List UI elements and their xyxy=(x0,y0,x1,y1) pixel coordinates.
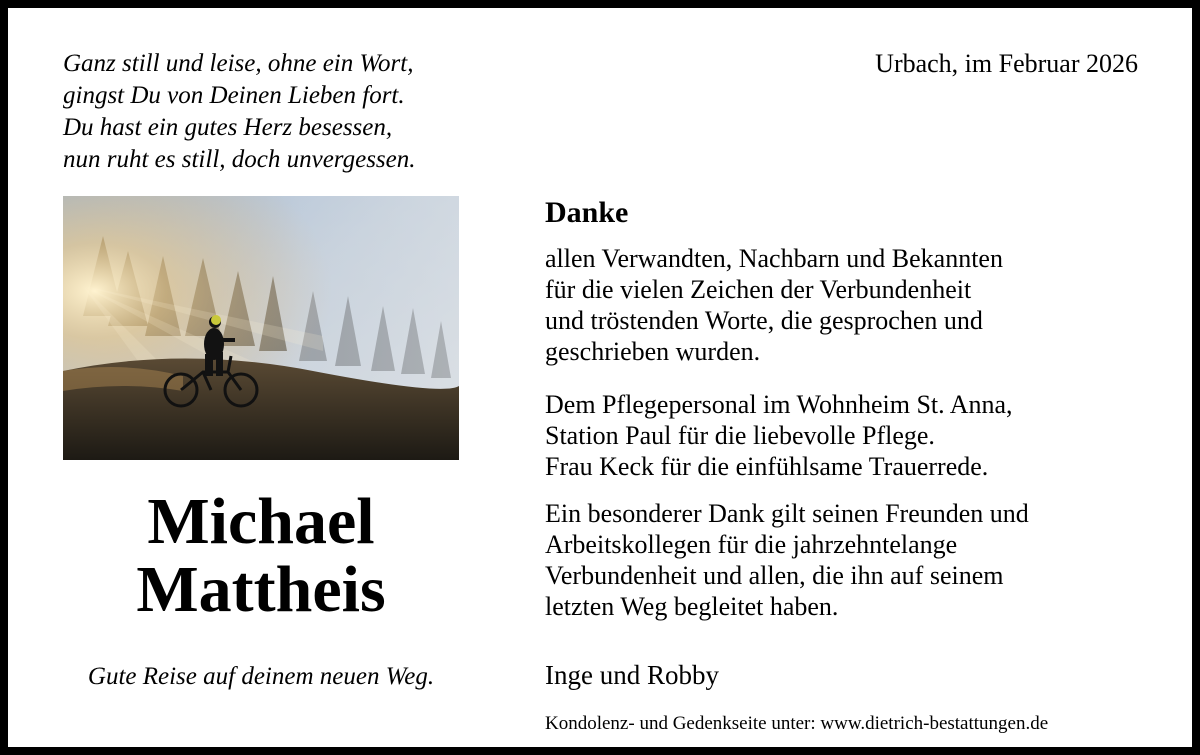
paragraph-line: Station Paul für die liebevolle Pflege. xyxy=(545,421,935,450)
thanks-paragraph-care xyxy=(545,389,1145,482)
poem-line: Ganz still und leise, ohne ein Wort, xyxy=(63,50,414,77)
paragraph-line: Verbundenheit und allen, die ihn auf seinem xyxy=(545,561,1004,590)
paragraph-line: Arbeitskollegen für die jahrzehntelange xyxy=(545,530,958,559)
paragraph-line: allen Verwandten, Nachbarn und Bekannten xyxy=(545,244,1003,273)
paragraph-line: Frau Keck für die einfühlsame Trauerrede. xyxy=(545,452,989,481)
thanks-title: Danke xyxy=(545,196,629,229)
deceased-name xyxy=(63,485,459,626)
paragraph-line: Dem Pflegepersonal im Wohnheim St. Anna, xyxy=(545,390,1013,419)
place-date: Urbach, im Februar 2026 xyxy=(875,49,1138,78)
condolence-footer: Kondolenz- und Gedenkseite unter: www.dietrich-bestattungen.de xyxy=(545,713,1049,734)
farewell-line: Gute Reise auf deinem neuen Weg. xyxy=(87,663,435,690)
first-name: Michael xyxy=(147,485,375,558)
paragraph-line: letzten Weg begleitet haben. xyxy=(545,592,839,621)
cyclist-forest-photo xyxy=(63,196,459,460)
thanks-paragraph-friends xyxy=(545,498,1145,622)
poem-line: nun ruht es still, doch unvergessen. xyxy=(63,146,416,173)
thanks-paragraph-relatives xyxy=(545,243,1145,367)
poem-line: gingst Du von Deinen Lieben fort. xyxy=(63,82,405,109)
poem-line: Du hast ein gutes Herz besessen, xyxy=(63,114,393,141)
paragraph-line: geschrieben wurden. xyxy=(545,337,761,366)
obituary-card xyxy=(8,8,1192,747)
signature: Inge und Robby xyxy=(545,660,719,690)
memorial-poem xyxy=(63,48,483,176)
paragraph-line: und tröstenden Worte, die gesprochen und xyxy=(545,306,983,335)
paragraph-line: für die vielen Zeichen der Verbundenheit xyxy=(545,275,972,304)
last-name: Mattheis xyxy=(136,553,386,626)
paragraph-line: Ein besonderer Dank gilt seinen Freunden und xyxy=(545,499,1029,528)
